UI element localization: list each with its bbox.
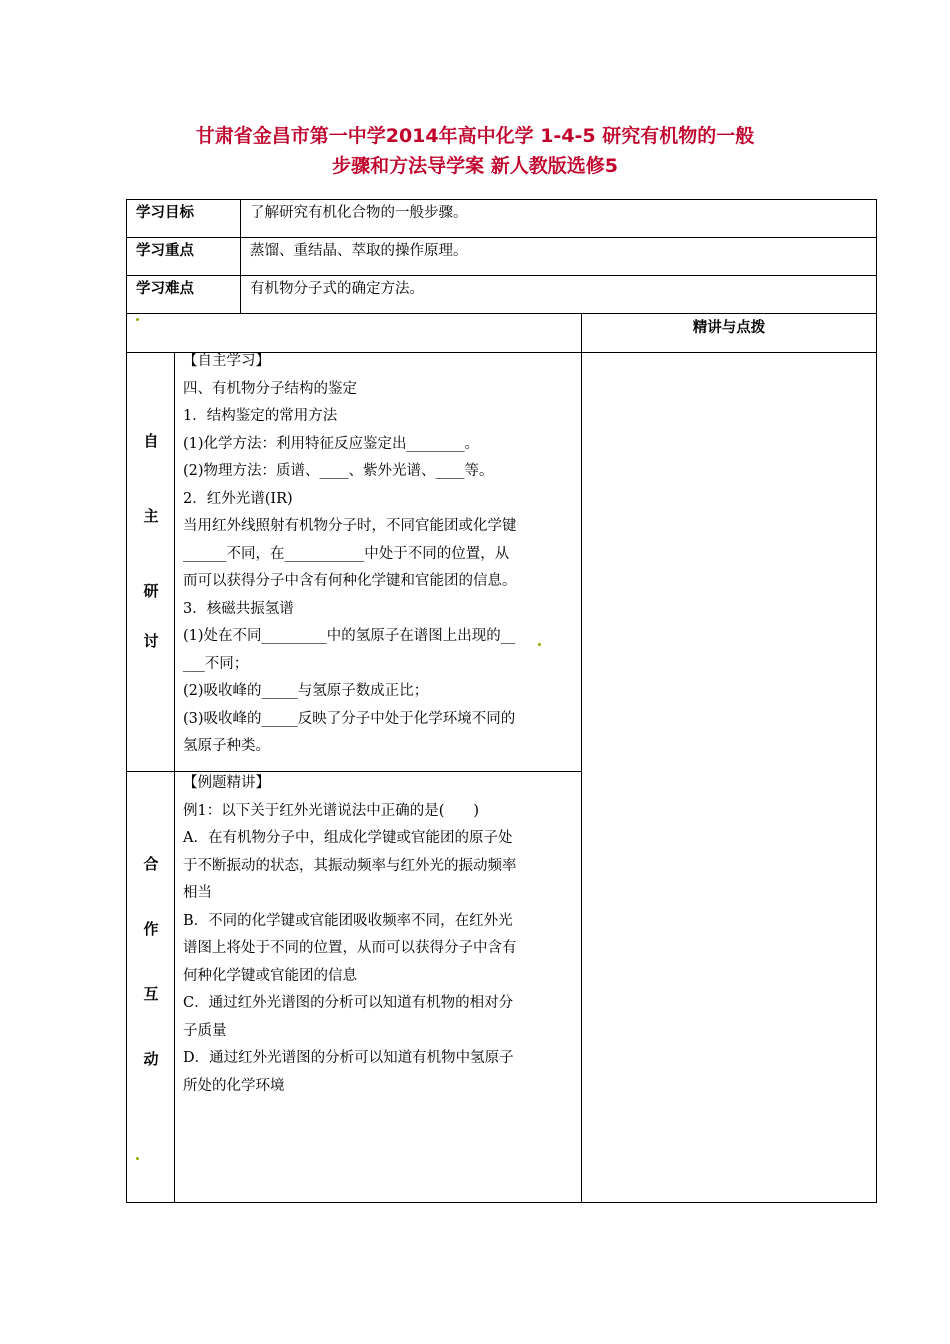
section1-line: ___不同； — [183, 655, 249, 672]
title-line-1: 甘肃省金昌市第一中学2014年高中化学 1-4-5 研究有机物的一般 — [195, 125, 755, 147]
section2-line: 谱图上将处于不同的位置，从而可以获得分子中含有 — [183, 940, 517, 956]
row-content-difficulties: 有机物分子式的确定方法。 — [250, 281, 424, 297]
section2-line: 相当 — [183, 885, 212, 901]
section2-side-char: 动 — [143, 1050, 159, 1068]
section1-line: 氢原子种类。 — [183, 738, 270, 754]
document-title — [0, 121, 950, 181]
scan-dot — [136, 1157, 139, 1160]
section2-body — [183, 770, 517, 1100]
section2-side-char: 互 — [143, 985, 159, 1003]
section1-line: 1．结构鉴定的常用方法 — [183, 408, 338, 424]
section1-line: 3．核磁共振氢谱 — [183, 600, 294, 617]
section1-line: ______不同，在___________中处于不同的位置，从 — [183, 545, 510, 562]
row-label-key-points: 学习重点 — [136, 243, 194, 259]
section1-line: (3)吸收峰的_____反映了分子中处于化学环境不同的 — [183, 710, 516, 727]
section2-line: D．通过红外光谱图的分析可以知道有机物中氢原子 — [183, 1050, 514, 1066]
title-line-2: 步骤和方法导学案 新人教版选修5 — [332, 155, 618, 177]
section2-line: 子质量 — [183, 1022, 227, 1039]
section2-line: 何种化学键或官能团的信息 — [183, 967, 357, 984]
section1-line: (2)物理方法：质谱、____、紫外光谱、____等。 — [183, 463, 494, 479]
section1-line: (2)吸收峰的_____与氢原子数成正比； — [183, 683, 429, 699]
section1-body — [183, 348, 517, 761]
scan-dot — [538, 643, 541, 646]
section1-line: 当用红外线照射有机物分子时，不同官能团或化学键 — [183, 518, 517, 534]
section1-line: 2．红外光谱(IR) — [183, 490, 293, 507]
section2-line: 【例题精讲】 — [183, 775, 270, 791]
section2-line: 所处的化学环境 — [183, 1077, 285, 1094]
section1-side-char: 自 — [143, 432, 159, 450]
section1-side-char: 讨 — [143, 632, 159, 650]
section2-side-char: 合 — [143, 855, 159, 873]
row-label-goal: 学习目标 — [136, 205, 194, 221]
section2-line: 于不断振动的状态，其振动频率与红外光的振动频率 — [183, 857, 517, 874]
section1-side-char: 主 — [143, 507, 159, 525]
section1-line: 四、有机物分子结构的鉴定 — [183, 380, 357, 397]
section1-line: 而可以获得分子中含有何种化学键和官能团的信息。 — [183, 573, 517, 589]
row-content-goal: 了解研究有机化合物的一般步骤。 — [250, 205, 468, 221]
section1-line: (1)处在不同_________中的氢原子在谱图上出现的__ — [183, 628, 516, 644]
section2-line: A．在有机物分子中，组成化学键或官能团的原子处 — [183, 830, 513, 846]
section1-line: 【自主学习】 — [183, 353, 270, 369]
notes-column-header: 精讲与点拨 — [692, 320, 766, 336]
scan-dot — [136, 318, 139, 321]
row-content-key-points: 蒸馏、重结晶、萃取的操作原理。 — [250, 243, 468, 259]
section1-side-char: 研 — [143, 582, 159, 600]
section2-line: C．通过红外光谱图的分析可以知道有机物的相对分 — [183, 995, 514, 1011]
section1-line: (1)化学方法：利用特征反应鉴定出________。 — [183, 435, 480, 452]
row-label-difficulties: 学习难点 — [136, 281, 194, 297]
section2-line: B．不同的化学键或官能团吸收频率不同，在红外光 — [183, 912, 513, 929]
section2-line: 例1：以下关于红外光谱说法中正确的是( ) — [183, 802, 480, 819]
section2-side-char: 作 — [143, 920, 159, 938]
